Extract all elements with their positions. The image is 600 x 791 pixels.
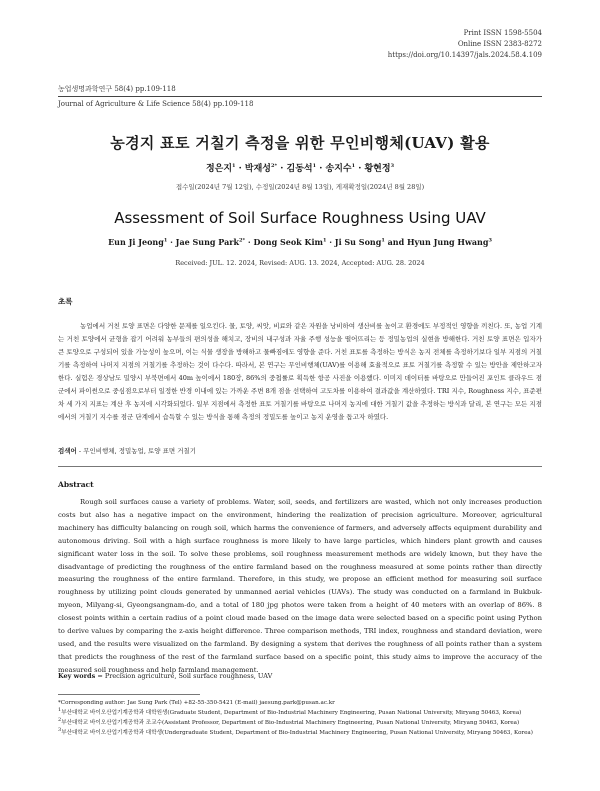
keywords-korean: 검색어 - 무인비행체, 정밀농업, 토양 표면 거칠기 bbox=[58, 447, 197, 455]
abstract-ko-heading: 초록 bbox=[58, 297, 73, 306]
affiliation-1: $^1$부산대학교 바이오산업기계공학과 대학원생(Graduate Student, Department of Bio-Industrial Machinery Engineering, Pusan National University, Miryang 50463, Korea) bbox=[58, 707, 522, 716]
author-ko: 박재성$^{2*}$ bbox=[244, 163, 278, 174]
affiliation-3: $^3$부산대학교 바이오산업기계공학과 대학생(Undergraduate Student, Department of Bio-Industrial Machinery Engineering, Pusan National University, Miryang 50463, Korea) bbox=[58, 727, 533, 736]
author-en: Ji Su Song$^1$ bbox=[334, 237, 385, 247]
journal-citation-ko: 농업생명과학연구 58(4) pp.109-118 bbox=[58, 85, 176, 93]
issn-doi-block bbox=[388, 28, 542, 61]
title-korean: 농경지 표토 거칠기 측정을 위한 무인비행체(UAV) 활용 bbox=[110, 134, 490, 152]
keywords-english: Key words = Precision agriculture, Soil surface roughness, UAV bbox=[58, 672, 273, 680]
affiliation-2: $^2$부산대학교 바이오산업기계공학과 조교수(Assistant Professor, Department of Bio-Industrial Machinery Engineering, Pusan National University, Miryang 50463, Korea) bbox=[58, 717, 520, 726]
dates-korean: 접수일(2024년 7월 12일), 수정일(2024년 8월 13일), 게재확정일(2024년 8월 28일) bbox=[175, 183, 425, 191]
section-rule bbox=[58, 466, 542, 467]
footnotes bbox=[58, 698, 542, 738]
abstract-ko-body: 농업에서 거친 토양 표면은 다양한 문제를 일으킨다. 물, 토양, 씨앗, 비료와 같은 자원을 낭비하여 생산비를 높이고 환경에도 부정적인 영향을 끼친다. 또, 농업 기계는 거친 토양에서 균형을 잡기 어려워 농부들의 편의성을 해치고, 장비의 내구성과 자율 주행 성능을 떨어뜨리는 등 정밀농업의 실현을 방해한다. 거친 토양 표면은 입자가 큰 토양으로 구성되어 있을 가능성이 높으며, 이는 식물 생장을 방해하고 물빠짐에도 영향을 준다. 거친 표토를 측정하는 방식은 농지 전체를 측정하기보다 일부 지점의 거칠기를 측정하여 나머지 지점의 거칠기를 추정하는 것이 다수다. 따라서, 본 연구는 무인비행체(UAV)를 이용해 효율적으로 표토 거칠기를 측정할 수 있는 방안을 제안하고자 한다. 실험은 경상남도 밀양시 부북면에서 40m 높이에서 180장, 86%의 중첩률로 획득한 항공 사진을 이용했다. 이미지 데이터를 바탕으로 만들어진 포인트 클라우드 점군에서 파이썬으로 중심점으로부터 일정한 반경 이내에 있는 가까운 주변 8개 점을 선택하여 고도차를 이용하여 결과값을 계산하였다. TRI 지수, Roughness 지수, 표준편차 세 가지 지표는 계산 후 농지에 시각화되었다. 일부 지점에서 측정한 표토 거칠기를 바탕으로 나머지 농지에 대한 거칠기 값을 추정하는 방식과 달리, 본 연구는 모든 지점에서의 거칠기 지수를 점군 단계에서 습득할 수 있는 방식을 통해 측정의 정밀도를 높이고 농지 운영을 돕고자 하였다. bbox=[58, 322, 542, 421]
abstract-en-body: Rough soil surfaces cause a variety of problems. Water, soil, seeds, and fertilizers are wasted, which not only increases production costs but also has a negative impact on the environment, hindering the realization of precision agriculture. Moreover, agricultural machinery has difficulty balancing on rough soil, which harms the convenience of farmers, and adversely affects equipment durability and autonomous driving. Soil with a high surface roughness is more likely to have large particles, which hinders plant growth and causes significant water loss in the soil. To solve these problems, soil roughness measurement methods are widely known, but they have the disadvantage of predicting the roughness of the entire farmland based on the roughness measured at some points rather than directly measuring the roughness of the entire farmland. Therefore, in this study, we propose an efficient method for measuring soil surface roughness by utilizing point clouds generated by unmanned aerial vehicles (UAVs). The study was conducted on a farmland in Bukbuk-myeon, Milyang-si, Gyeongsangnam-do, and a total of 180 jpg photos were taken from a height of 40 meters with an overlap of 86%. 8 closest points within a certain radius of a point cloud made based on the image data were selected based on a specific point using Python to derive values by comparing the z-axis height difference. Three comparison methods, TRI index, roughness and standard deviation, were used, and the results were visualized on the farmland. By designing a system that derives the roughness of all points rather than a system that predicts the roughness of the rest of the farmland surface based on a specific point, this study aims to improve the accuracy of the measured soil roughness and help farmland management. bbox=[58, 498, 542, 674]
author-ko: 송지수$^1$ bbox=[325, 163, 356, 174]
journal-citation-en: Journal of Agriculture & Life Science 58(4) pp.109-118 bbox=[58, 100, 254, 108]
author-en: Hyun Jung Hwang$^3$ bbox=[406, 237, 492, 247]
author-en: Jae Sung Park$^{2*}$ bbox=[175, 237, 246, 247]
print-issn: Print ISSN 1598-5504 bbox=[463, 29, 542, 37]
author-ko: 김동석$^1$ bbox=[286, 163, 317, 174]
doi-link[interactable]: https://doi.org/10.14397/jals.2024.58.4.109 bbox=[387, 51, 542, 59]
authors-korean: 정은지$^1$ · 박재성$^{2*}$ · 김동석$^1$ · 송지수$^1$ · 황현정$^3$ bbox=[205, 163, 395, 174]
header-rule bbox=[58, 96, 542, 97]
abstract-en-heading: Abstract bbox=[58, 480, 94, 489]
online-issn: Online ISSN 2383-8272 bbox=[457, 40, 542, 48]
author-ko: 황현정$^3$ bbox=[364, 163, 395, 174]
authors-english: Eun Ji Jeong$^1$ · Jae Sung Park$^{2*}$ · Dong Seok Kim$^1$ · Ji Su Song$^1$ and Hyun Jung Hwang$^3$ bbox=[108, 237, 492, 247]
author-en: Eun Ji Jeong$^1$ bbox=[108, 237, 168, 247]
footnote-rule bbox=[58, 694, 200, 695]
title-english: Assessment of Soil Surface Roughness Using UAV bbox=[114, 209, 486, 227]
corresponding-author: *Corresponding author: Jae Sung Park (Tel) +82-55-350-5421 (E-mail) jaesung.park@pusan.ac.kr bbox=[58, 700, 335, 706]
author-ko: 정은지$^1$ bbox=[205, 163, 236, 174]
author-en: Dong Seok Kim$^1$ bbox=[253, 237, 327, 247]
dates-english: Received: JUL. 12. 2024, Revised: AUG. 13. 2024, Accepted: AUG. 28. 2024 bbox=[175, 259, 425, 267]
